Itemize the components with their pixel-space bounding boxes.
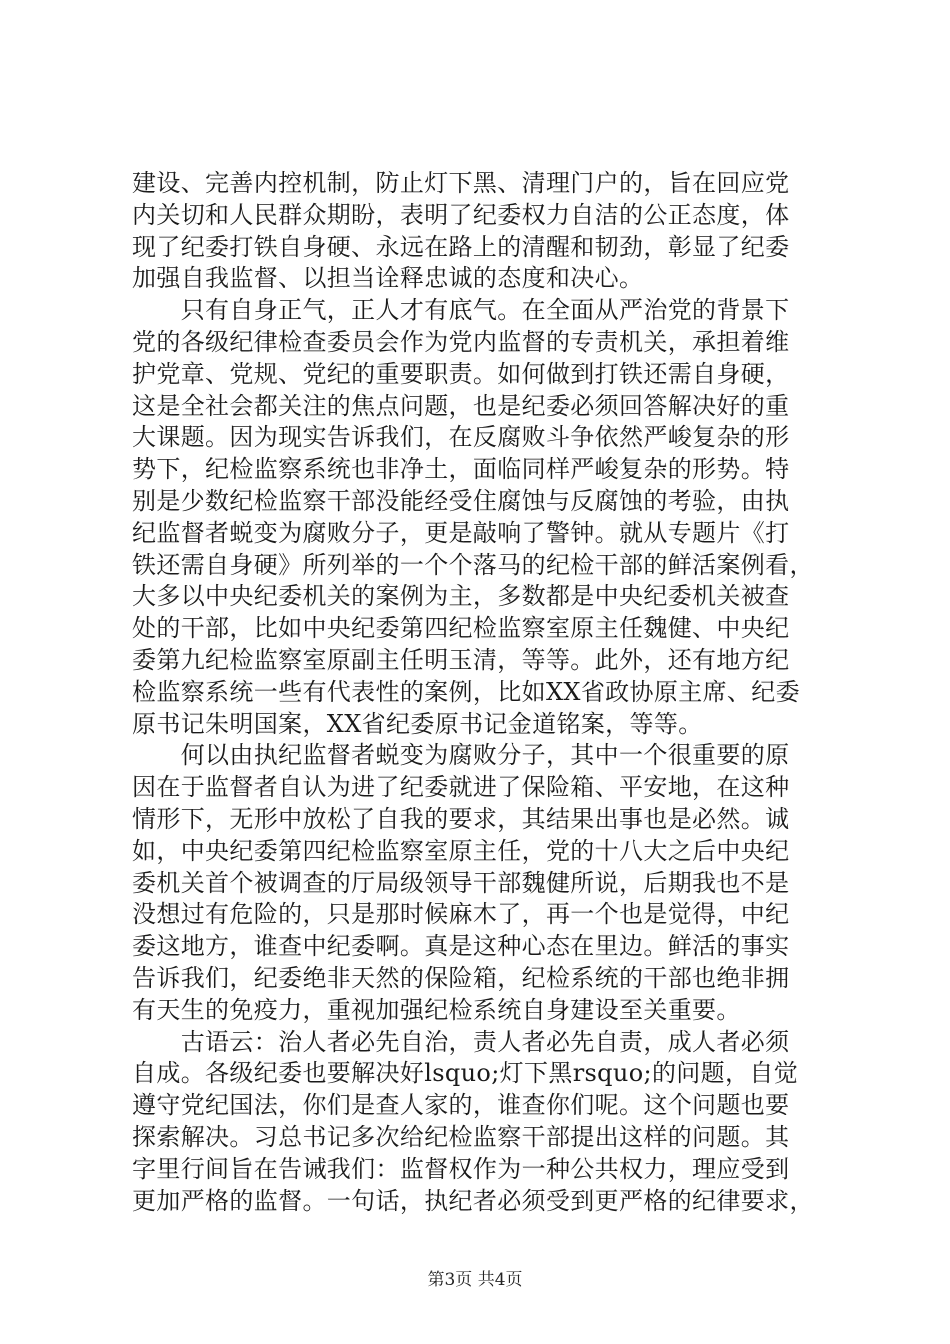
document-body: [132, 168, 844, 1217]
text-line: 情形下，无形中放松了自我的要求，其结果出事也是必然。诚: [132, 804, 790, 833]
text-line: 铁还需自身硬》所列举的一个个落马的纪检干部的鲜活案例看，: [132, 550, 814, 579]
text-line: 有天生的免疫力，重视加强纪检系统自身建设至关重要。: [132, 995, 741, 1024]
text-line: 自成。各级纪委也要解决好lsquo;灯下黑rsquo;的问题，自觉: [132, 1059, 799, 1088]
page-footer: 第3页 共4页: [427, 1270, 523, 1290]
text-line: 这是全社会都关注的焦点问题，也是纪委必须回答解决好的重: [132, 391, 790, 420]
text-line: 委机关首个被调查的厅局级领导干部魏健所说，后期我也不是: [132, 868, 790, 897]
text-line: 势下，纪检监察系统也非净土，面临同样严峻复杂的形势。特: [132, 455, 790, 484]
text-line: 遵守党纪国法，你们是查人家的，谁查你们呢。这个问题也要: [132, 1091, 790, 1120]
text-line: 只有自身正气，正人才有底气。在全面从严治党的背景下: [132, 296, 790, 325]
text-line: 现了纪委打铁自身硬、永远在路上的清醒和韧劲，彰显了纪委: [132, 232, 790, 261]
text-line: 建设、完善内控机制，防止灯下黑、清理门户的，旨在回应党: [132, 169, 790, 197]
text-line: 党的各级纪律检查委员会作为党内监督的专责机关，承担着维: [132, 327, 790, 356]
text-line: 如，中央纪委第四纪检监察室原主任，党的十八大之后中央纪: [132, 836, 790, 865]
text-line: 大多以中央纪委机关的案例为主，多数都是中央纪委机关被查: [132, 582, 790, 611]
text-line: 别是少数纪检监察干部没能经受住腐蚀与反腐蚀的考验，由执: [132, 486, 790, 515]
text-line: 古语云：治人者必先自治，责人者必先自责，成人者必须: [132, 1027, 790, 1056]
text-line: 处的干部，比如中央纪委第四纪检监察室原主任魏健、中央纪: [132, 614, 790, 643]
text-line: 委第九纪检监察室原副主任明玉清，等等。此外，还有地方纪: [132, 645, 790, 674]
text-line: 告诉我们，纪委绝非天然的保险箱，纪检系统的干部也绝非拥: [132, 963, 790, 992]
text-line: 内关切和人民群众期盼，表明了纪委权力自洁的公正态度，体: [132, 200, 790, 229]
text-line: 大课题。因为现实告诉我们，在反腐败斗争依然严峻复杂的形: [132, 423, 790, 452]
text-line: 更加严格的监督。一句话，执纪者必须受到更严格的纪律要求，: [132, 1186, 814, 1215]
text-line: 加强自我监督、以担当诠释忠诚的态度和决心。: [132, 264, 644, 293]
text-line: 何以由执纪监督者蜕变为腐败分子，其中一个很重要的原: [132, 741, 790, 770]
text-line: 护党章、党规、党纪的重要职责。如何做到打铁还需自身硬，: [132, 359, 790, 388]
text-line: 纪监督者蜕变为腐败分子，更是敲响了警钟。就从专题片《打: [132, 518, 790, 547]
text-line: 探索解决。习总书记多次给纪检监察干部提出这样的问题。其: [132, 1122, 790, 1151]
text-line: 字里行间旨在告诫我们：监督权作为一种公共权力，理应受到: [132, 1154, 790, 1183]
text-line: 委这地方，谁查中纪委啊。真是这种心态在里边。鲜活的事实: [132, 932, 790, 961]
text-line: 原书记朱明国案，XX省纪委原书记金道铭案，等等。: [132, 709, 703, 738]
text-line: 因在于监督者自认为进了纪委就进了保险箱、平安地，在这种: [132, 773, 790, 802]
text-line: 没想过有危险的，只是那时候麻木了，再一个也是觉得，中纪: [132, 900, 790, 929]
text-line: 检监察系统一些有代表性的案例，比如XX省政协原主席、纪委: [132, 677, 800, 706]
